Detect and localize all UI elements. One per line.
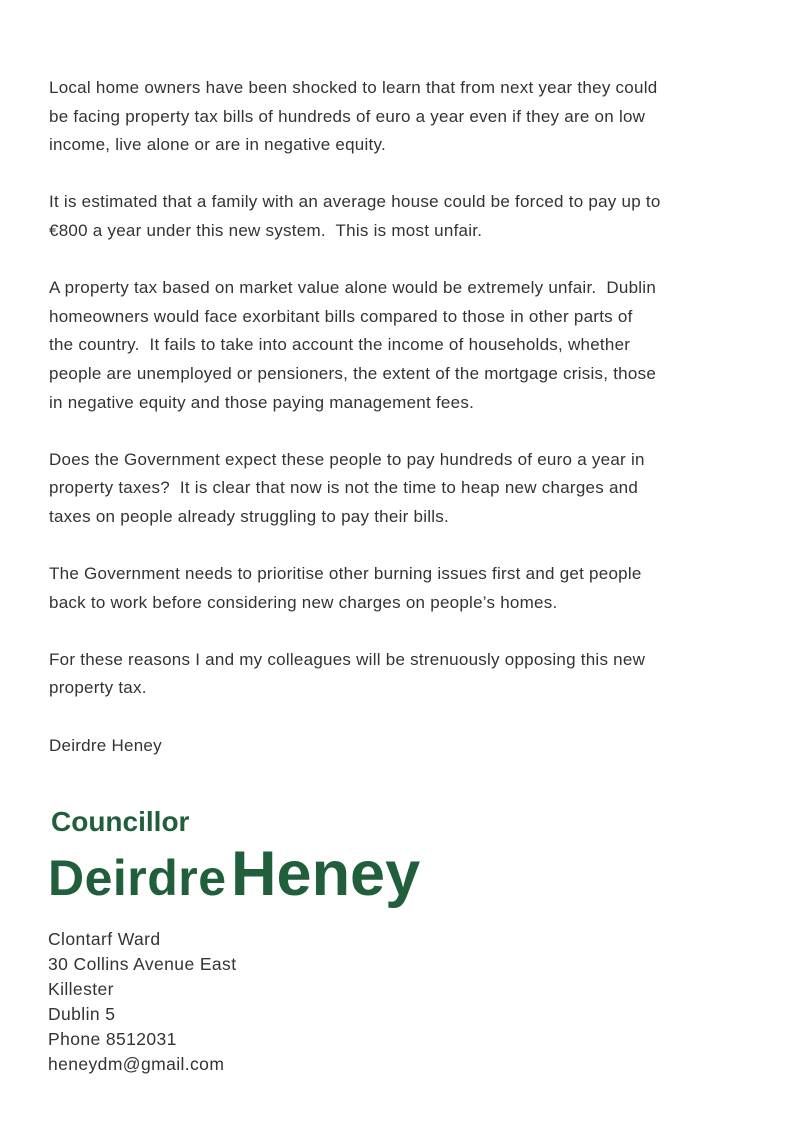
text-line: Local home owners have been shocked to learn that from next year they could [49, 78, 658, 97]
city: Dublin 5 [48, 1004, 116, 1024]
text-line: €800 a year under this new system. This is most unfair. [49, 220, 483, 240]
paragraph [49, 188, 769, 245]
councillor-name [48, 839, 421, 923]
street: 30 Collins Avenue East [48, 954, 237, 974]
text-line: taxes on people already struggling to pay their bills. [49, 506, 450, 526]
first-name: Deirdre [48, 850, 227, 906]
text-line: property taxes? It is clear that now is not the time to heap new charges and [49, 478, 639, 498]
phone: Phone 8512031 [48, 1029, 177, 1049]
paragraph [49, 74, 769, 160]
text-line: property tax. [49, 678, 147, 698]
text-line: be facing property tax bills of hundreds of euro a year even if they are on low [49, 106, 646, 126]
letter-body [49, 74, 769, 789]
text-line: For these reasons I and my colleagues will be strenuously opposing this new [49, 649, 646, 669]
area: Killester [48, 979, 114, 999]
paragraph [49, 274, 769, 417]
paragraph [49, 446, 769, 532]
text-line: back to work before considering new charges on people’s homes. [49, 592, 558, 612]
text-line: The Government needs to prioritise other burning issues first and get people [49, 564, 642, 584]
signature-block [48, 800, 420, 1077]
last-name: Heney [231, 839, 421, 909]
sign-off-name [49, 732, 769, 761]
text-line: A property tax based on market value alone would be extremely unfair. Dublin [49, 278, 657, 298]
paragraph [49, 646, 769, 703]
text-line: Does the Government expect these people to pay hundreds of euro a year in [49, 449, 645, 469]
text-line: people are unemployed or pensioners, the extent of the mortgage crisis, those [49, 363, 657, 383]
contact-address [48, 927, 420, 1077]
email: heneydm@gmail.com [48, 1054, 225, 1074]
paragraph [49, 560, 769, 617]
text-line: Deirdre Heney [49, 735, 162, 755]
text-line: homeowners would face exorbitant bills compared to those in other parts of [49, 306, 633, 326]
councillor-title: Councillor [51, 806, 190, 837]
text-line: It is estimated that a family with an average house could be forced to pay up to [49, 192, 661, 212]
text-line: in negative equity and those paying management fees. [49, 392, 475, 412]
ward: Clontarf Ward [48, 929, 161, 949]
text-line: income, live alone or are in negative equity. [49, 135, 386, 155]
text-line: the country. It fails to take into account the income of households, whether [49, 335, 631, 355]
